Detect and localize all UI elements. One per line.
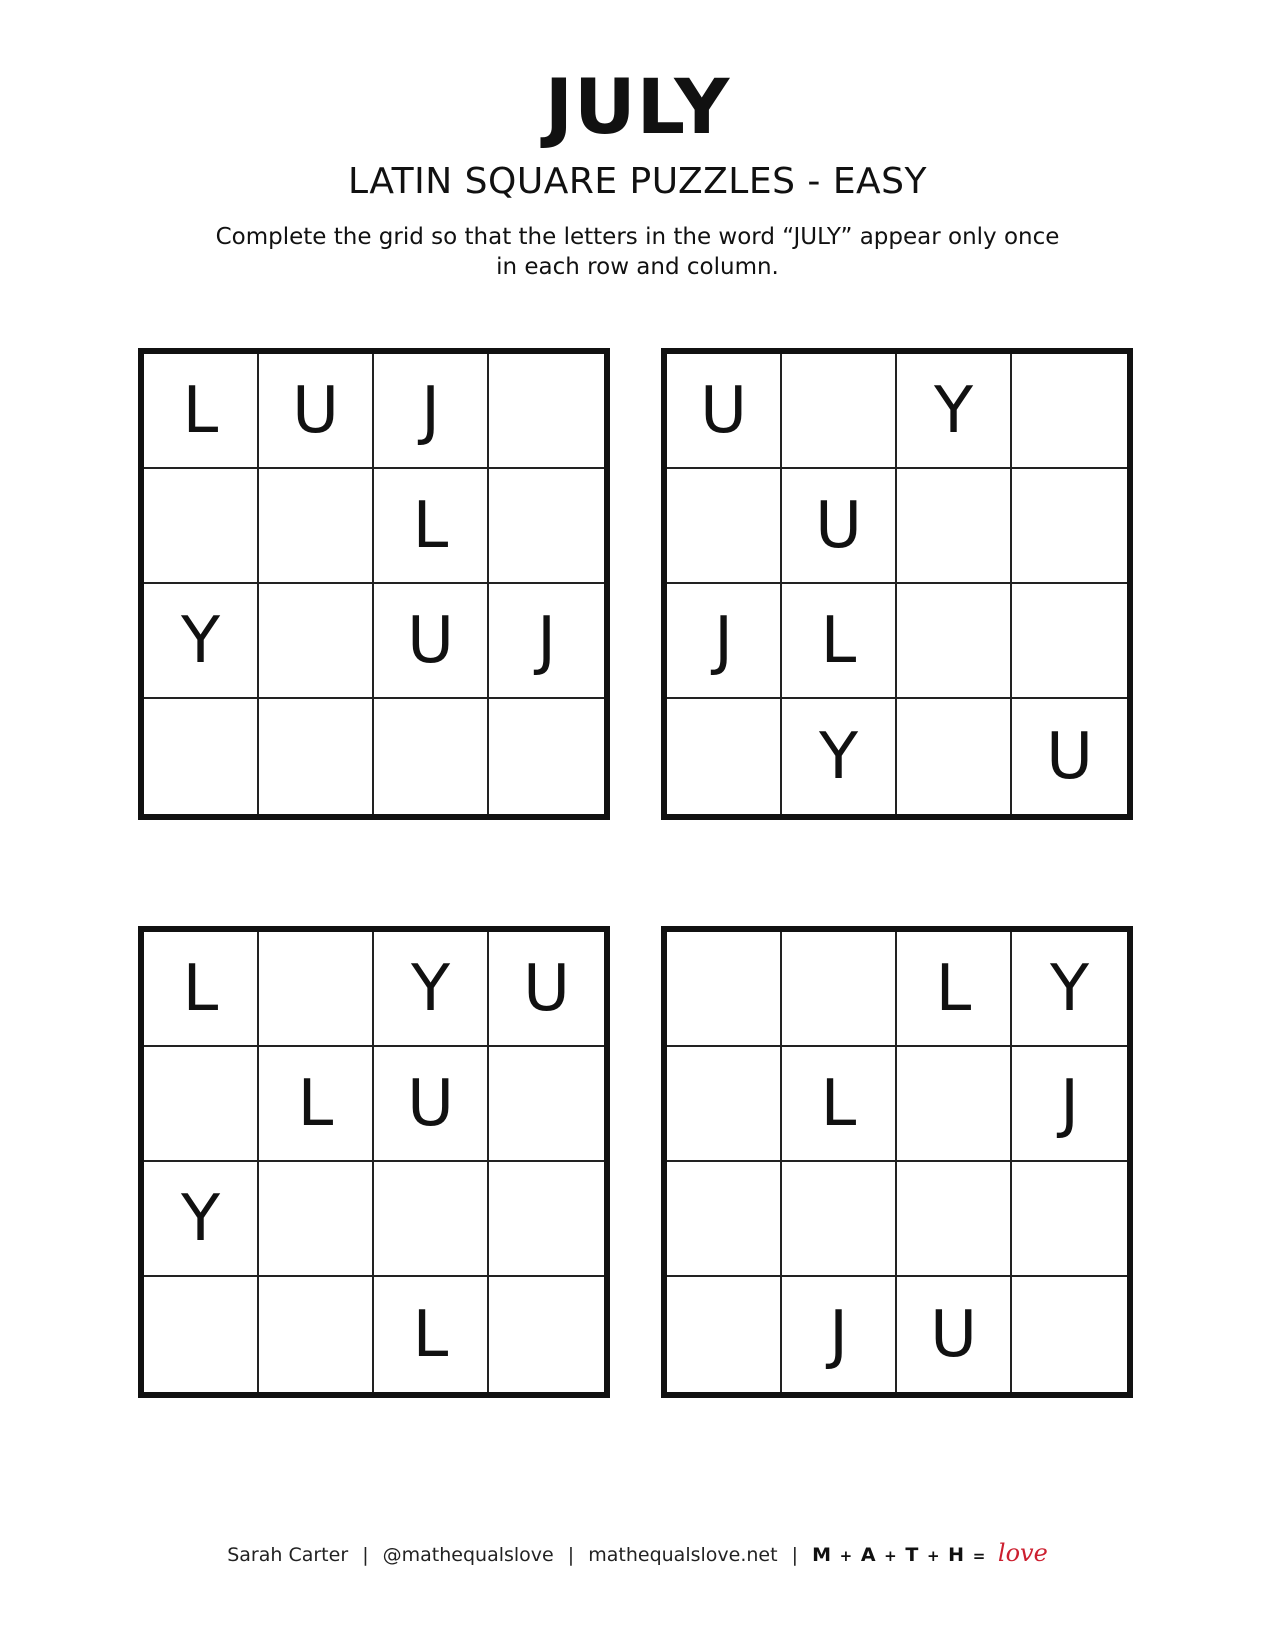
grid-cell[interactable]: L xyxy=(782,1047,897,1162)
grid-cell[interactable]: Y xyxy=(374,932,489,1047)
grid-cell[interactable] xyxy=(259,584,374,699)
grid-cell[interactable] xyxy=(897,584,1012,699)
grid-cell[interactable]: Y xyxy=(144,584,259,699)
brand-letter: A xyxy=(860,1544,877,1566)
grid-cell[interactable]: J xyxy=(489,584,604,699)
grid-cell[interactable]: J xyxy=(667,584,782,699)
grid-cell[interactable]: U xyxy=(489,932,604,1047)
grid-cell[interactable]: U xyxy=(667,354,782,469)
grid-cell[interactable] xyxy=(667,699,782,814)
grid-cell[interactable] xyxy=(1012,584,1127,699)
grid-cell[interactable]: J xyxy=(374,354,489,469)
footer-website[interactable]: mathequalslove.net xyxy=(588,1544,778,1566)
grid-cell[interactable]: U xyxy=(782,469,897,584)
footer-handle[interactable]: @mathequalslove xyxy=(382,1544,554,1566)
grid-cell[interactable]: Y xyxy=(1012,932,1127,1047)
grid-cell[interactable]: L xyxy=(144,354,259,469)
brand-letter: T xyxy=(905,1544,920,1566)
instructions-line-1: Complete the grid so that the letters in the word “JULY” appear only once xyxy=(215,224,1060,250)
grid-cell[interactable] xyxy=(667,1047,782,1162)
brand-plus: + xyxy=(926,1547,941,1565)
grid-cell[interactable] xyxy=(1012,469,1127,584)
brand-logo xyxy=(812,1539,1048,1567)
grid-cell[interactable] xyxy=(897,699,1012,814)
grid-cell[interactable] xyxy=(489,699,604,814)
puzzle-grid-2 xyxy=(661,348,1133,820)
puzzle-grid-3 xyxy=(138,926,610,1398)
grid-cell[interactable]: Y xyxy=(782,699,897,814)
grid-cell[interactable]: U xyxy=(259,354,374,469)
grid-cell[interactable] xyxy=(259,1162,374,1277)
grid-cell[interactable] xyxy=(667,932,782,1047)
grid-cell[interactable] xyxy=(144,1277,259,1392)
grid-cell[interactable]: J xyxy=(782,1277,897,1392)
grid-cell[interactable] xyxy=(144,1047,259,1162)
grid-cell[interactable] xyxy=(782,932,897,1047)
grid-cell[interactable] xyxy=(1012,1277,1127,1392)
grid-cell[interactable] xyxy=(489,1277,604,1392)
brand-plus: + xyxy=(884,1547,898,1565)
brand-letter: H xyxy=(948,1544,966,1566)
grid-cell[interactable]: Y xyxy=(144,1162,259,1277)
grid-cell[interactable] xyxy=(667,1277,782,1392)
grid-cell[interactable]: L xyxy=(144,932,259,1047)
grid-cell[interactable] xyxy=(259,699,374,814)
grid-cell[interactable]: U xyxy=(374,584,489,699)
grid-cell[interactable] xyxy=(782,1162,897,1277)
grid-cell[interactable]: L xyxy=(374,1277,489,1392)
instructions-line-2: in each row and column. xyxy=(496,254,779,280)
page-subtitle: LATIN SQUARE PUZZLES - EASY xyxy=(347,161,928,202)
grid-cell[interactable] xyxy=(667,1162,782,1277)
grid-cell[interactable] xyxy=(144,469,259,584)
grid-cell[interactable] xyxy=(374,1162,489,1277)
footer-separator: | xyxy=(791,1544,799,1566)
brand-letter: M xyxy=(812,1544,832,1566)
footer-separator: | xyxy=(362,1544,369,1566)
grid-cell[interactable] xyxy=(259,469,374,584)
grid-cell[interactable] xyxy=(667,469,782,584)
brand-plus: + xyxy=(839,1547,854,1565)
grid-cell[interactable] xyxy=(897,469,1012,584)
grid-cell[interactable]: L xyxy=(259,1047,374,1162)
footer-separator: | xyxy=(567,1544,575,1566)
grid-cell[interactable] xyxy=(259,932,374,1047)
grid-cell[interactable]: L xyxy=(897,932,1012,1047)
grid-cell[interactable] xyxy=(1012,354,1127,469)
puzzle-grid-4 xyxy=(661,926,1133,1398)
footer-author: Sarah Carter xyxy=(227,1544,349,1566)
grid-cell[interactable]: U xyxy=(374,1047,489,1162)
grid-cell[interactable]: J xyxy=(1012,1047,1127,1162)
puzzle-grid-1 xyxy=(138,348,610,820)
grid-cell[interactable]: Y xyxy=(897,354,1012,469)
grid-cell[interactable] xyxy=(144,699,259,814)
page-title: JULY xyxy=(544,62,731,151)
grid-cell[interactable] xyxy=(259,1277,374,1392)
grid-cell[interactable] xyxy=(489,469,604,584)
grid-cell[interactable]: U xyxy=(1046,719,1093,794)
instructions xyxy=(160,222,1115,282)
footer xyxy=(0,1538,1275,1571)
brand-equals: = xyxy=(972,1547,987,1565)
grid-cell[interactable] xyxy=(1012,1162,1127,1277)
brand-love-script: love xyxy=(997,1539,1048,1567)
grid-cell[interactable]: L xyxy=(374,469,489,584)
grid-cell[interactable] xyxy=(489,1162,604,1277)
grid-cell[interactable] xyxy=(897,1162,1012,1277)
grid-cell[interactable] xyxy=(897,1047,1012,1162)
grid-cell[interactable] xyxy=(489,1047,604,1162)
grid-cell[interactable]: L xyxy=(782,584,897,699)
grid-cell[interactable] xyxy=(374,699,489,814)
grid-cell[interactable] xyxy=(489,354,604,469)
grid-cell[interactable]: U xyxy=(897,1277,1012,1392)
grid-cell[interactable] xyxy=(782,354,897,469)
